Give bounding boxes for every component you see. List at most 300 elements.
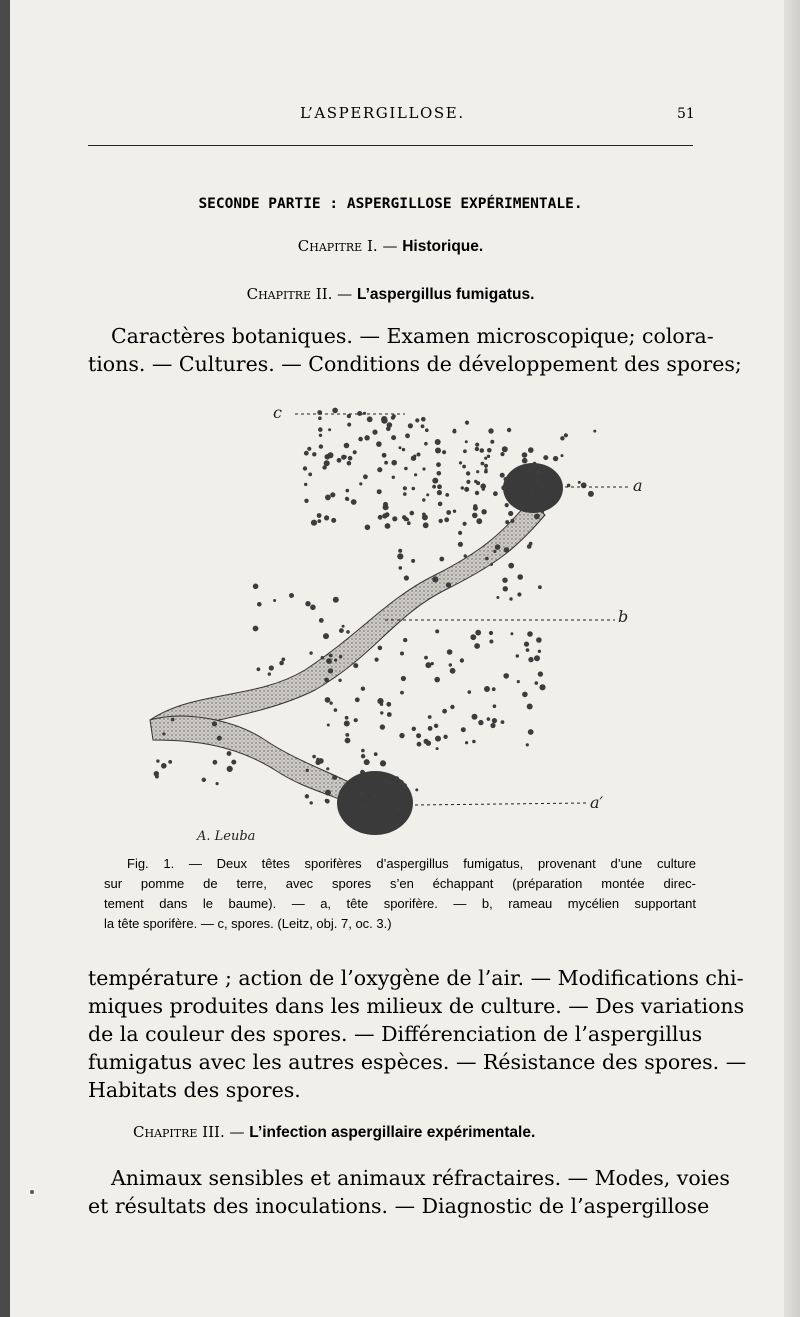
spore xyxy=(161,763,167,769)
spore xyxy=(484,457,487,460)
spore xyxy=(217,736,222,741)
spore xyxy=(348,456,353,461)
spore xyxy=(489,631,493,635)
chapter-title: L’infection aspergillaire expérimentale. xyxy=(249,1124,536,1141)
spore xyxy=(524,642,529,647)
spore xyxy=(465,421,469,425)
spore xyxy=(377,698,383,704)
chapter-heading-3 xyxy=(133,1123,535,1142)
paper-speck xyxy=(30,1190,34,1194)
chapter-dash: — xyxy=(229,1123,245,1141)
spore xyxy=(400,691,404,695)
spore xyxy=(528,447,534,453)
spore xyxy=(558,490,561,493)
spore xyxy=(378,515,383,520)
spore xyxy=(417,453,421,457)
spore xyxy=(528,657,533,662)
spore xyxy=(465,440,468,443)
spore xyxy=(425,428,429,432)
spore xyxy=(401,676,406,681)
spore xyxy=(304,483,307,486)
spore xyxy=(345,716,349,720)
spore xyxy=(253,584,259,590)
spore xyxy=(378,646,383,651)
text-line: miques produites dans les milieux de culture. — Des variations xyxy=(88,994,745,1018)
spore xyxy=(487,448,492,453)
spore xyxy=(381,416,387,422)
spore xyxy=(311,520,317,526)
spore xyxy=(227,751,232,756)
page-number: 51 xyxy=(677,106,695,122)
spore xyxy=(328,668,333,673)
spore xyxy=(508,563,514,569)
spore xyxy=(317,519,321,523)
spore xyxy=(495,544,501,550)
caption-line: Fig. 1. — Deux têtes sporifères d’aspergillus fumigatus, provenant d’une culture xyxy=(127,856,696,871)
spore xyxy=(382,513,387,518)
spore xyxy=(493,491,498,496)
spore xyxy=(312,452,316,456)
spore xyxy=(484,464,488,468)
spore xyxy=(432,576,438,582)
spore xyxy=(358,437,363,442)
spore xyxy=(384,461,388,465)
spore xyxy=(480,448,485,453)
spore xyxy=(578,481,581,484)
spore xyxy=(436,747,439,750)
spore xyxy=(377,467,382,472)
label-c: c xyxy=(273,403,282,422)
spore xyxy=(345,738,351,744)
spore xyxy=(380,760,386,766)
spore xyxy=(425,662,431,668)
spore xyxy=(510,632,513,635)
spore xyxy=(375,658,379,662)
spore xyxy=(447,649,453,655)
spore xyxy=(517,680,520,683)
spore xyxy=(398,780,404,786)
spore xyxy=(503,673,509,679)
spore xyxy=(535,681,539,685)
spore xyxy=(442,709,447,714)
spore xyxy=(392,476,395,479)
spore xyxy=(422,514,428,520)
spore xyxy=(395,776,400,781)
spore xyxy=(414,473,417,476)
spore xyxy=(422,498,425,501)
spore xyxy=(402,448,405,451)
spore xyxy=(319,434,322,437)
spore xyxy=(325,790,331,796)
spore xyxy=(432,485,436,489)
spore xyxy=(402,515,406,519)
spore xyxy=(529,498,532,501)
spore xyxy=(213,760,218,765)
spore xyxy=(534,655,540,661)
spore xyxy=(472,714,478,720)
spore xyxy=(386,427,391,432)
spore xyxy=(338,679,341,682)
spore xyxy=(503,586,508,591)
spore xyxy=(516,654,519,657)
aspergillus-drawing xyxy=(135,390,655,850)
spore xyxy=(413,455,416,458)
spore xyxy=(382,453,387,458)
paragraph-chapter-2 xyxy=(88,322,742,378)
spore xyxy=(399,566,403,570)
spore xyxy=(202,778,206,782)
spore xyxy=(345,733,349,737)
spore xyxy=(326,658,332,664)
spore xyxy=(372,430,377,435)
spore xyxy=(325,799,330,804)
spore xyxy=(367,416,373,422)
spore xyxy=(398,549,402,553)
spore xyxy=(417,742,422,747)
spore xyxy=(374,752,378,756)
spore xyxy=(478,720,483,725)
spore xyxy=(472,513,478,519)
spore xyxy=(347,423,351,427)
spore xyxy=(466,471,470,475)
spore xyxy=(465,741,468,744)
spore xyxy=(522,458,528,464)
spore xyxy=(421,417,426,422)
spore xyxy=(521,496,524,499)
spore xyxy=(380,724,385,729)
spore xyxy=(476,518,482,524)
spore xyxy=(162,732,165,735)
spore xyxy=(360,770,365,775)
spore xyxy=(353,663,358,668)
spore xyxy=(464,487,469,492)
spore xyxy=(319,444,323,448)
spore xyxy=(337,458,342,463)
spore xyxy=(308,473,312,477)
spore xyxy=(415,418,419,422)
spore xyxy=(310,801,313,804)
text-line: Animaux sensibles et animaux réfractaires. — Modes, voies xyxy=(111,1166,730,1190)
spore xyxy=(435,629,439,633)
spore xyxy=(355,697,360,702)
spore xyxy=(424,656,428,660)
spore xyxy=(536,637,542,643)
spore xyxy=(377,489,382,494)
spore xyxy=(344,443,350,449)
spore xyxy=(459,461,462,464)
spore xyxy=(534,514,540,520)
spore xyxy=(464,554,467,557)
spore xyxy=(327,724,330,727)
spore xyxy=(257,602,262,607)
spore xyxy=(490,723,495,728)
spore xyxy=(365,525,371,531)
figure-caption xyxy=(104,854,696,934)
spore xyxy=(487,717,491,721)
spore xyxy=(403,492,407,496)
spore xyxy=(492,718,497,723)
spore xyxy=(538,671,543,676)
spore xyxy=(331,518,336,523)
spore xyxy=(538,650,541,653)
spore xyxy=(527,544,532,549)
chapter-label: Chapitre I. xyxy=(297,237,378,255)
spore xyxy=(474,480,477,483)
spore xyxy=(416,733,421,738)
spore xyxy=(432,478,438,484)
spore xyxy=(505,503,509,507)
spore xyxy=(319,618,324,623)
spore xyxy=(364,435,369,440)
spore xyxy=(522,692,528,698)
spore xyxy=(382,778,387,783)
spore xyxy=(588,491,594,497)
spore xyxy=(527,468,533,474)
spore xyxy=(485,468,488,471)
label-b: b xyxy=(618,607,629,626)
spore xyxy=(360,790,366,796)
spore xyxy=(493,550,496,553)
spore xyxy=(257,667,261,671)
spore xyxy=(351,499,357,505)
spore xyxy=(364,759,370,765)
spore xyxy=(307,447,311,451)
chapter-heading-2 xyxy=(88,285,693,304)
illustrator-signature: A. Leuba xyxy=(197,829,256,844)
spore xyxy=(412,487,416,491)
spore xyxy=(439,557,444,562)
spore xyxy=(446,582,451,587)
spore xyxy=(411,559,415,563)
spore xyxy=(461,727,466,732)
spore xyxy=(431,662,434,665)
spore xyxy=(475,491,479,495)
spore xyxy=(446,510,451,515)
spore xyxy=(475,447,479,451)
spore xyxy=(424,739,429,744)
chapter-heading-1 xyxy=(88,237,693,256)
spore xyxy=(333,597,339,603)
spore xyxy=(400,652,404,656)
spore xyxy=(323,633,329,639)
sporiferous-head-upper xyxy=(503,463,563,513)
spore xyxy=(475,443,479,447)
spore xyxy=(376,441,382,447)
spore xyxy=(517,592,521,596)
spore xyxy=(345,497,349,501)
spore xyxy=(326,767,329,770)
spore xyxy=(397,553,403,559)
spore xyxy=(387,712,392,717)
spore xyxy=(346,489,350,493)
spore xyxy=(171,718,175,722)
spore xyxy=(422,467,425,470)
text-line: et résultats des inoculations. — Diagnostic de l’aspergillose xyxy=(88,1194,710,1218)
spore xyxy=(318,427,323,432)
spore xyxy=(489,640,493,644)
spore xyxy=(468,690,472,694)
spore xyxy=(460,658,464,662)
spore xyxy=(438,502,443,507)
spore xyxy=(428,726,433,731)
spore xyxy=(505,520,509,524)
text-line: Habitats des spores. xyxy=(88,1078,301,1102)
spore xyxy=(329,654,333,658)
spore xyxy=(279,661,284,666)
spore xyxy=(449,663,452,666)
spore xyxy=(359,805,363,809)
spore xyxy=(435,448,441,454)
spore xyxy=(342,625,345,628)
spore xyxy=(535,478,539,482)
spore xyxy=(334,708,338,712)
spore xyxy=(324,515,329,520)
spore xyxy=(536,469,542,475)
spore xyxy=(359,482,362,485)
text-line: fumigatus avec les autres espèces. — Résistance des spores. — xyxy=(88,1050,747,1074)
spore xyxy=(412,727,416,731)
spore xyxy=(325,697,331,703)
spore xyxy=(500,473,505,478)
spore xyxy=(380,711,383,714)
spore xyxy=(526,743,529,746)
spore xyxy=(504,477,508,481)
spore xyxy=(168,760,172,764)
spore xyxy=(404,575,409,580)
spore xyxy=(487,455,490,458)
spore xyxy=(403,638,407,642)
spore xyxy=(507,428,511,432)
chapter-dash: — xyxy=(382,237,398,255)
spore xyxy=(328,428,331,431)
spore xyxy=(485,557,489,561)
spore xyxy=(442,450,446,454)
spore xyxy=(391,416,395,420)
spore xyxy=(363,474,368,479)
spore xyxy=(361,754,365,758)
spore xyxy=(392,516,397,521)
spore xyxy=(354,718,358,722)
spore xyxy=(386,702,391,707)
spore xyxy=(439,519,443,523)
spore xyxy=(490,440,494,444)
spore xyxy=(528,729,534,735)
spore xyxy=(466,480,470,484)
spore xyxy=(501,485,506,490)
spore xyxy=(339,655,342,658)
spore xyxy=(564,433,568,437)
running-title: L’ASPERGILLOSE. xyxy=(300,104,465,122)
spore xyxy=(306,769,309,772)
header-rule xyxy=(88,145,693,146)
spore xyxy=(437,490,442,495)
chapter-dash: — xyxy=(337,285,353,303)
spore xyxy=(496,596,499,599)
spore xyxy=(318,758,324,764)
spore xyxy=(391,460,397,466)
spore xyxy=(502,578,507,583)
spore xyxy=(305,794,309,798)
spore xyxy=(403,806,407,810)
spore xyxy=(476,470,479,473)
spore xyxy=(435,736,441,742)
spore xyxy=(490,563,493,566)
spore xyxy=(492,687,496,691)
spore xyxy=(458,542,463,547)
paragraph-chapter-3 xyxy=(88,1164,730,1220)
spore xyxy=(540,484,545,489)
spore xyxy=(450,668,456,674)
spore xyxy=(408,423,413,428)
spore xyxy=(325,495,331,501)
spore xyxy=(593,430,596,433)
label-a-prime: a′ xyxy=(590,793,604,812)
mycelial-branch xyxy=(150,500,545,735)
spore xyxy=(463,522,467,526)
spore xyxy=(500,452,504,456)
spore xyxy=(437,484,442,489)
spore xyxy=(436,462,441,467)
spore xyxy=(366,806,370,810)
figure-aspergillus-illustration xyxy=(135,390,655,850)
spore xyxy=(253,626,259,632)
leader-line-a-prime xyxy=(415,803,587,805)
spore xyxy=(415,788,418,791)
spore xyxy=(322,465,326,469)
spore xyxy=(269,665,274,670)
spore xyxy=(361,687,365,691)
spore xyxy=(303,466,307,470)
text-line: tions. — Cultures. — Conditions de développement des spores; xyxy=(88,352,742,376)
mycelial-branch-lower xyxy=(150,716,365,810)
spore xyxy=(268,672,271,675)
spore xyxy=(344,721,350,727)
label-a: a xyxy=(633,476,643,495)
spore xyxy=(511,494,514,497)
spore xyxy=(353,450,357,454)
spore xyxy=(530,490,534,494)
spore xyxy=(509,597,512,600)
spore xyxy=(330,492,335,497)
spore xyxy=(304,451,309,456)
spore xyxy=(541,510,544,513)
spore xyxy=(445,493,449,497)
spore xyxy=(347,414,351,418)
spore xyxy=(385,523,391,529)
spore xyxy=(216,782,219,785)
spore xyxy=(474,643,480,649)
spore xyxy=(434,724,438,728)
spore xyxy=(273,599,276,602)
spore xyxy=(428,715,432,719)
spore xyxy=(309,651,312,654)
chapter-title: Historique. xyxy=(402,238,484,255)
spore xyxy=(332,775,337,780)
spore xyxy=(453,510,456,513)
spore xyxy=(488,428,493,433)
spore xyxy=(462,465,466,469)
spore xyxy=(553,456,558,461)
spore xyxy=(444,517,449,522)
spore xyxy=(424,442,428,446)
spore xyxy=(481,509,486,514)
spore xyxy=(387,781,392,786)
spore xyxy=(334,659,337,662)
spore xyxy=(305,601,310,606)
spore xyxy=(560,436,564,440)
spore xyxy=(396,806,401,811)
spore xyxy=(510,519,514,523)
